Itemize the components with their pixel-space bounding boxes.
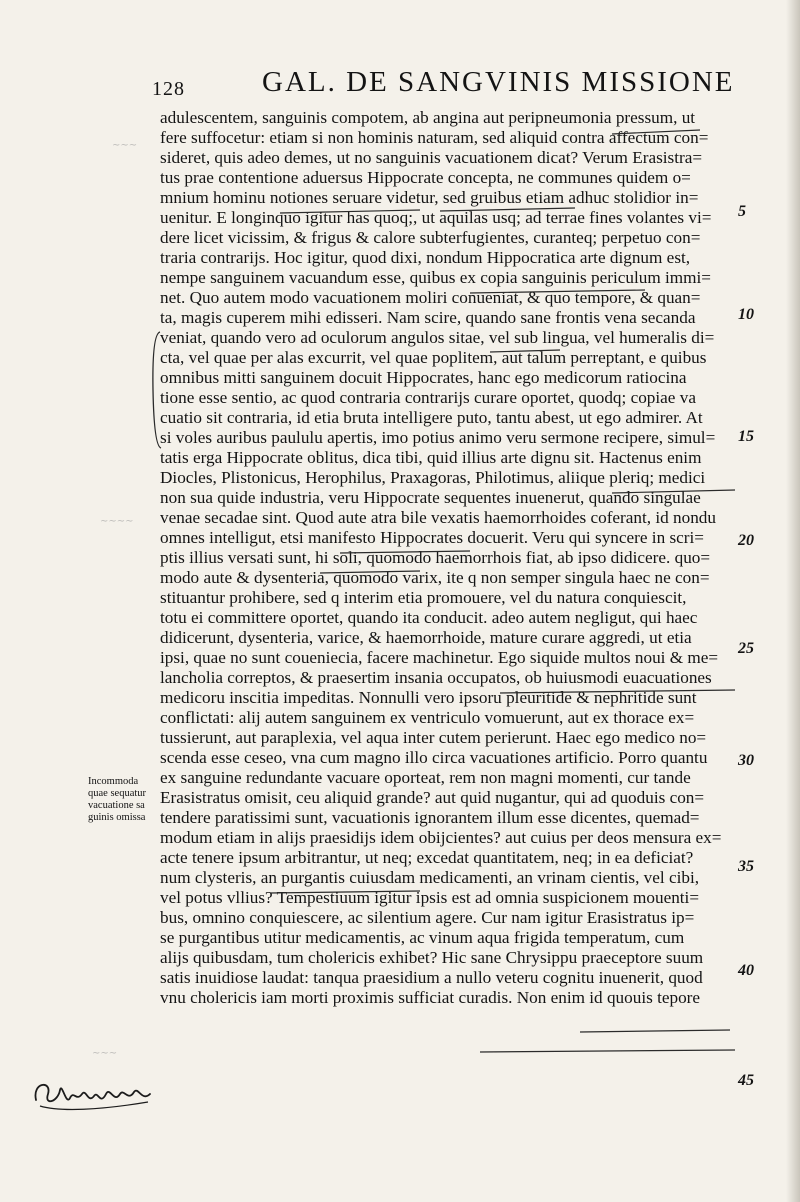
text-line: fere suffocetur: etiam si non hominis naturam, sed aliquid contra affectum con= (160, 128, 709, 147)
text-line: tus prae contentione aduersus Hippocrate concepta, ne communes quidem o= (160, 168, 691, 187)
text-line: modo aute & dysenteria, quomodo varix, ite q non semper singula haec ne con= (160, 568, 710, 587)
line-number-25: 25 (738, 640, 754, 657)
line-number-40: 40 (738, 962, 754, 979)
text-line: uenitur. E longinquo igitur has quoq;, ut aquilas usq; ad terrae fines volantes vi= (160, 208, 712, 227)
text-line: dere licet vicissim, & frigus & calore subterfugientes, curanteq; perpetuo con= (160, 228, 701, 247)
text-line: scenda esse ceseo, vna cum magno illo circa vacuationes artificio. Porro quantu (160, 748, 708, 767)
text-line: nempe sanguinem vacuandum esse, quibus ex copia sanguinis periculum immi= (160, 268, 711, 287)
text-line: vel potus vllius? Tempestiuum igitur ipsis est ad omnia suspicionem mouenti= (160, 888, 700, 907)
line-number-15: 15 (738, 428, 754, 445)
text-line: tendere paratissimi sunt, vacuationis ignorantem illum esse dicentes, quemad= (160, 808, 700, 827)
text-line: didicerunt, dysenteria, varice, & haemorrhoide, mature curare aggredi, ut etia (160, 628, 692, 647)
line-number-20: 20 (738, 532, 754, 549)
text-line: totu ei committere oportet, quando ita conducit. adeo autem negligut, qui haec (160, 608, 698, 627)
text-line: non sua quide industria, veru Hippocrate sequentes inuenerut, quando singulae (160, 488, 701, 507)
text-line: sideret, quis adeo demes, ut no sanguinis vacuationem dicat? Verum Erasistra= (160, 148, 703, 167)
marginal-note-line: vacuatione sa (88, 800, 145, 811)
text-line: veniat, quando vero ad oculorum angulos sitae, vel sub lingua, vel humeralis di= (160, 328, 715, 347)
text-line: tione esse sentio, ac quod contraria contrarijs curare oportet, quodq; copiae va (160, 388, 696, 407)
text-line: acte tenere ipsum arbitrantur, ut neq; excedat quantitatem, neq; in ea deficiat? (160, 848, 694, 867)
text-line: omnibus mitti sanguinem docuit Hippocrates, hanc ego medicorum ratiocina (160, 368, 687, 387)
text-line: cta, vel quae per alas excurrit, vel quae poplitem, aut talum perreptant, e quibus (160, 348, 707, 367)
text-line: adulescentem, sanguinis compotem, ab angina aut peripneumonia pressum, ut (160, 108, 696, 127)
text-line: mnium hominu notiones seruare videtur, sed gruibus etiam adhuc stolidior in= (160, 188, 699, 207)
text-line: venae secadae sint. Quod aute atra bile vexatis haemorrhoides coferant, id nondu (160, 508, 716, 527)
running-head: GAL. DE SANGVINIS MISSIONE (262, 66, 735, 98)
text-line: Diocles, Plistonicus, Herophilus, Praxagoras, Philotimus, aliique pleriq; medici (160, 468, 706, 487)
text-line: medicoru inscitia impeditas. Nonnulli vero ipsoru pleuritide & nephritide sunt (160, 688, 697, 707)
text-line: traria contrarijs. Hoc igitur, quod dixi, nondum Hippocratica arte dignum est, (160, 248, 691, 267)
text-line: ex sanguine redundante vacuare oporteat, rem non magni momenti, cur tande (160, 768, 691, 787)
show-through-mark: ∼∼∼ (112, 140, 138, 151)
text-line: ipsi, quae no sunt coueniecia, facere machinetur. Ego siquide multos noui & me= (160, 648, 719, 667)
show-through-mark: ∼∼∼ (92, 1048, 118, 1059)
text-line: Erasistratus omisit, ceu aliquid grande? aut quid nugantur, qui ad quoduis con= (160, 788, 705, 807)
page-number: 128 (152, 78, 185, 100)
line-number-10: 10 (738, 306, 754, 323)
text-line: vnu cholericis iam morti proximis sufficiat curadis. Non enim id quouis tepore (160, 988, 701, 1007)
text-line: omnes intelligut, etsi manifesto Hippocrates docuerit. Veru qui syncere in scri= (160, 528, 704, 547)
text-line: stituantur prohibere, sed q interim etia promouere, vel du natura conquiescit, (160, 588, 687, 607)
line-number-35: 35 (738, 858, 754, 875)
page-edge-shadow (786, 0, 800, 1202)
text-line: modum etiam in alijs praesidijs idem obijcientes? aut cuius per deos mensura ex= (160, 828, 722, 847)
line-number-30: 30 (738, 752, 754, 769)
marginal-note-line: quae sequatur (88, 788, 147, 799)
text-line: tatis erga Hippocrate oblitus, dica tibi, quid illius arte dignu sit. Hactenus enim (160, 448, 702, 467)
text-line: lancholia correptos, & praesertim insania occupatos, ob huiusmodi euacuationes (160, 668, 712, 687)
text-line: se purgantibus utitur medicamentis, ac vinum aqua frigida temperatum, cum (160, 928, 685, 947)
text-line: bus, omnino conquiescere, ac silentium agere. Cur nam igitur Erasistratus ip= (160, 908, 695, 927)
text-line: si voles auribus paululu apertis, imo potius animo veru sermone recipere, simul= (160, 428, 716, 447)
text-line: tussierunt, aut paraplexia, vel aqua inter cutem perierunt. Haec ego medico no= (160, 728, 707, 747)
show-through-mark: ∼∼∼∼ (100, 516, 134, 527)
line-number-45: 45 (738, 1072, 754, 1089)
text-line: conflictati: alij autem sanguinem ex ventriculo vomuerunt, aut ex thorace ex= (160, 708, 695, 727)
line-number-5: 5 (738, 203, 746, 220)
text-line: alijs quibusdam, tum cholericis exhibet? Hic sane Chrysippu praeceptore suum (160, 948, 704, 967)
text-line: ptis illius versati sunt, hi soli, quomodo haemorrhois fiat, ab ipso didicere. quo= (160, 548, 711, 567)
text-line: cuatio sit contraria, id etia bruta intelligere puto, tantu abest, ut ego admirer. At (160, 408, 703, 427)
text-line: satis inuidiose laudat: tanqua praesidium a nullo veteru cognitu inuenerit, quod (160, 968, 703, 987)
marginal-note-line: Incommoda (88, 776, 139, 787)
text-line: ta, magis cuperem mihi edisseri. Nam scire, quando sane frontis vena secanda (160, 308, 696, 327)
text-line: num clysteris, an purgantis cuiusdam medicamenti, an vrinam cientis, vel cibi, (160, 868, 700, 887)
text-line: net. Quo autem modo vacuationem moliri conueniat, & quo tempore, & quan= (160, 288, 701, 307)
marginal-note-line: guinis omissa (88, 812, 146, 823)
